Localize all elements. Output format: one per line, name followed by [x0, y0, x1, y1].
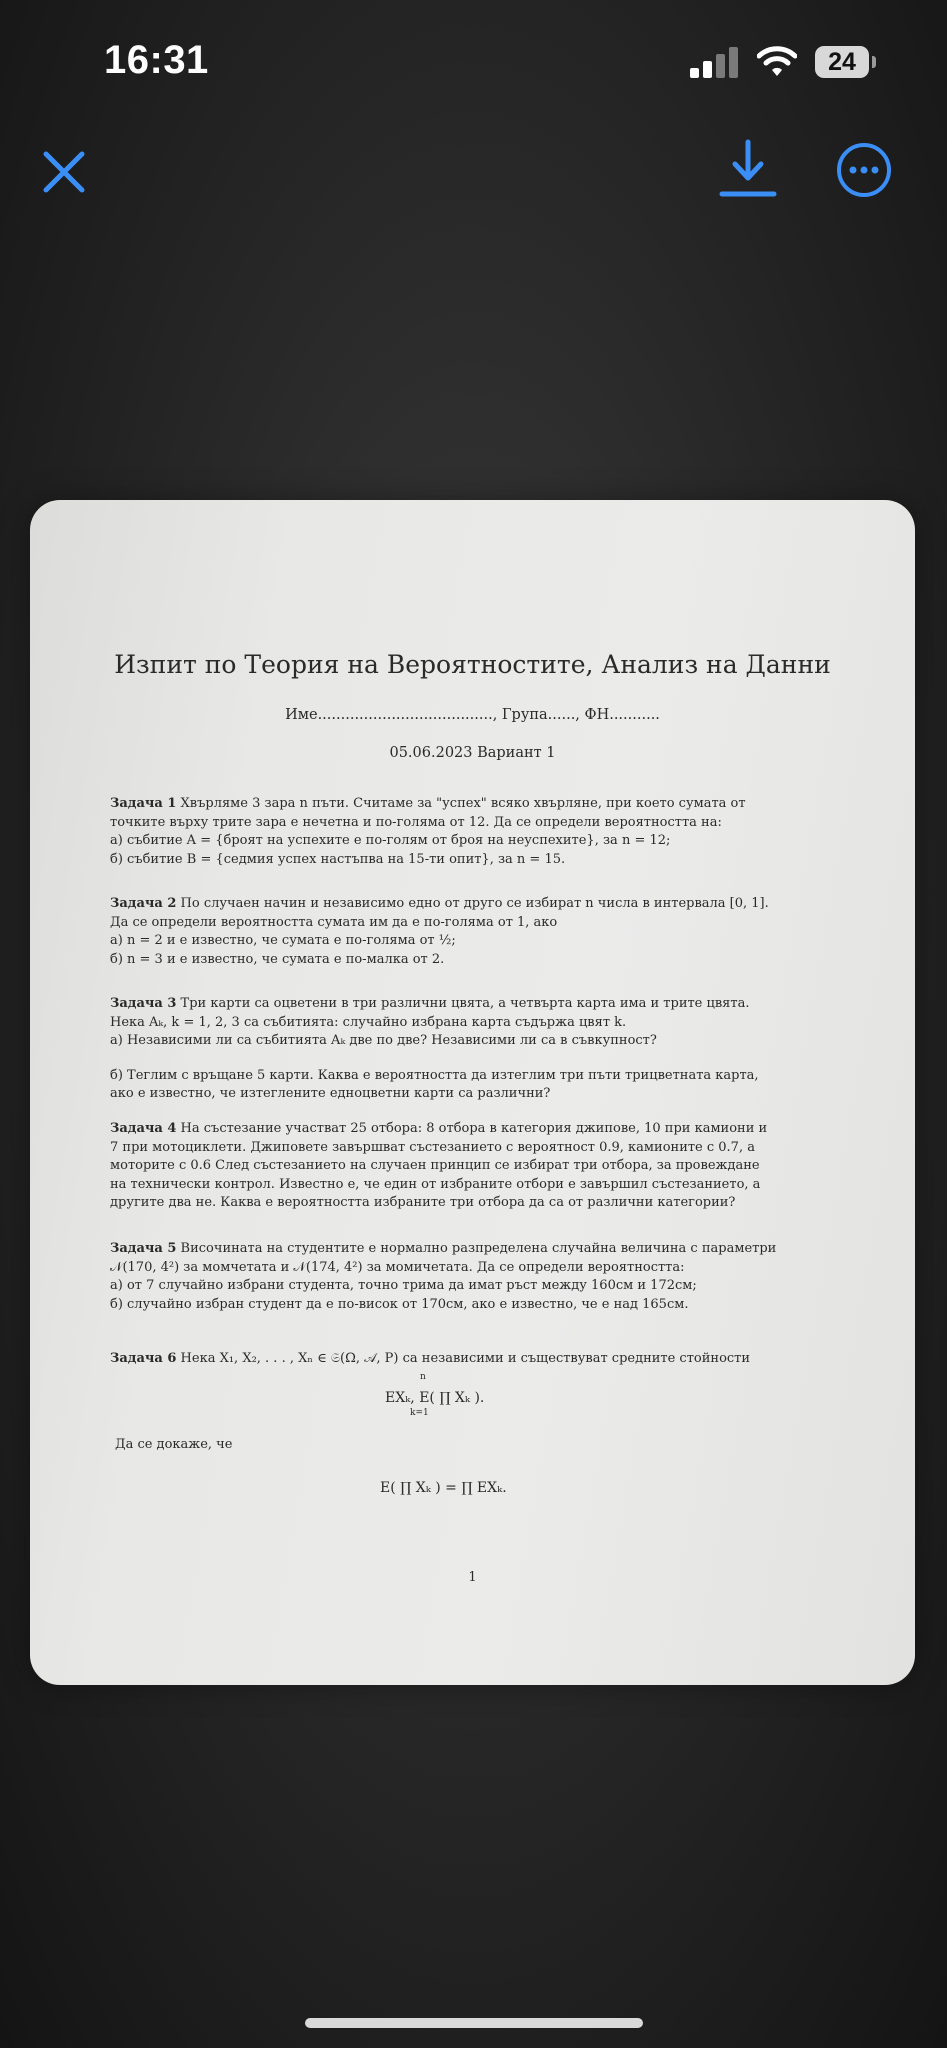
task-6	[110, 1350, 835, 1369]
task-text: Да се определи вероятността сумата им да е по-голяма от 1, ако	[110, 914, 558, 930]
product-upper-limit: n	[420, 1372, 426, 1382]
download-button[interactable]	[718, 136, 778, 202]
status-bar	[0, 0, 947, 130]
task-label: Задача 5	[110, 1241, 177, 1256]
task-text: б) n = 3 и е известно, че сумата е по-малка от 2.	[110, 951, 445, 967]
product-lower-limit: k=1	[410, 1408, 429, 1418]
task-text: По случаен начин и независимо едно от друго се избират n числа в интервала [0, 1].	[180, 896, 769, 911]
scanned-document[interactable]	[30, 500, 915, 1685]
task-text: а) от 7 случайно избрани студента, точно трима да имат ръст между 160см и 172см;	[110, 1278, 697, 1293]
task-text: Три карти са оцветени в три различни цвята, а четвърта карта има и трите цвята.	[180, 996, 750, 1011]
cellular-signal-icon	[690, 46, 738, 78]
task-1	[110, 795, 835, 869]
task-text: 𝒩(170, 4²) за момчетата и 𝒩(174, 4²) за момичетата. Да се определи вероятността:	[110, 1259, 685, 1275]
task-2	[110, 895, 835, 969]
task-text: а) Независими ли са събитията Aₖ две по две? Независими ли са в съвкупност?	[110, 1033, 657, 1048]
task-text: а) n = 2 и е известно, че сумата е по-голяма от ½;	[110, 933, 456, 948]
task-text: 7 при мотоциклети. Джиповете завършват състезанието с вероятност 0.9, камионите с 0.7, а	[110, 1139, 755, 1155]
task-text: другите два не. Каква е вероятността избраните три отбора да са от различни категории?	[110, 1195, 736, 1210]
task-text: Хвърляме 3 зара n пъти. Считаме за "успех" всяко хвърляне, при което сумата от	[180, 796, 746, 811]
task-text: точките върху трите зара е нечетна и по-голяма от 12. Да се определи вероятността на:	[110, 814, 722, 830]
wifi-icon	[757, 44, 797, 78]
task-text: На състезание участват 25 отбора: 8 отбора в категория джипове, 10 при камиони и	[180, 1121, 768, 1136]
task-label: Задача 3	[110, 996, 177, 1011]
task-text: Да се докаже, че	[115, 1437, 233, 1452]
task-label: Задача 4	[110, 1121, 177, 1136]
task-text: а) събитие A = {броят на успехите е по-голям от броя на неуспехите}, за n = 12;	[110, 833, 671, 848]
download-icon	[718, 136, 778, 202]
viewer-toolbar	[0, 130, 947, 210]
formula-product-equality: E( ∏ Xₖ ) = ∏ EXₖ.	[380, 1480, 507, 1496]
task-text: б) събитие B = {седмия успех настъпва на 15-ти опит}, за n = 15.	[110, 851, 566, 867]
close-icon	[36, 144, 92, 200]
close-button[interactable]	[36, 144, 92, 200]
task-text: моторите с 0.6 След състезанието на случаен принцип се избират три отбора, за провеждане	[110, 1158, 760, 1173]
task-3	[110, 995, 835, 1104]
task-4	[110, 1120, 835, 1213]
task-label: Задача 6	[110, 1351, 177, 1366]
task-label: Задача 2	[110, 896, 177, 911]
task-text: Височината на студентите е нормално разпределена случайна величина с параметри	[180, 1241, 777, 1256]
formula-expectations: EXₖ, E( ∏ Xₖ ).	[385, 1390, 485, 1406]
name-group-fields-line: Име......................................, Група......, ФН...........	[285, 707, 660, 723]
battery-level: 24	[815, 46, 869, 78]
home-indicator[interactable]	[305, 2018, 643, 2028]
task-text: на технически контрол. Известно е, че един от избраните отбори е завършил състезанието, а	[110, 1176, 761, 1192]
task-text: ако е известно, че изтеглените едноцветни карти са различни?	[110, 1086, 551, 1101]
document-title: Изпит по Теория на Вероятностите, Анализ на Данни	[114, 650, 831, 679]
task-text: Нека Aₖ, k = 1, 2, 3 са събитията: случайно избрана карта съдържа цвят k.	[110, 1014, 627, 1030]
task-text: б) Теглим с връщане 5 карти. Каква е вероятността да изтеглим три пъти трицветната карта,	[110, 1067, 759, 1083]
date-variant-line: 05.06.2023 Вариант 1	[389, 745, 556, 761]
more-options-button[interactable]	[834, 140, 894, 200]
task-text: б) случайно избран студент да е по-висок от 170см, ако е известно, че е над 165см.	[110, 1296, 689, 1312]
battery-icon	[815, 46, 877, 80]
status-time: 16:31	[104, 38, 209, 82]
task-label: Задача 1	[110, 796, 177, 811]
task-5	[110, 1240, 835, 1314]
task-text: Нека X₁, X₂, . . . , Xₙ ∈ 𝔖(Ω, 𝒜, P) са независими и съществуват средните стойности	[180, 1351, 751, 1366]
more-options-icon	[834, 140, 894, 200]
page-number: 1	[468, 1570, 477, 1585]
